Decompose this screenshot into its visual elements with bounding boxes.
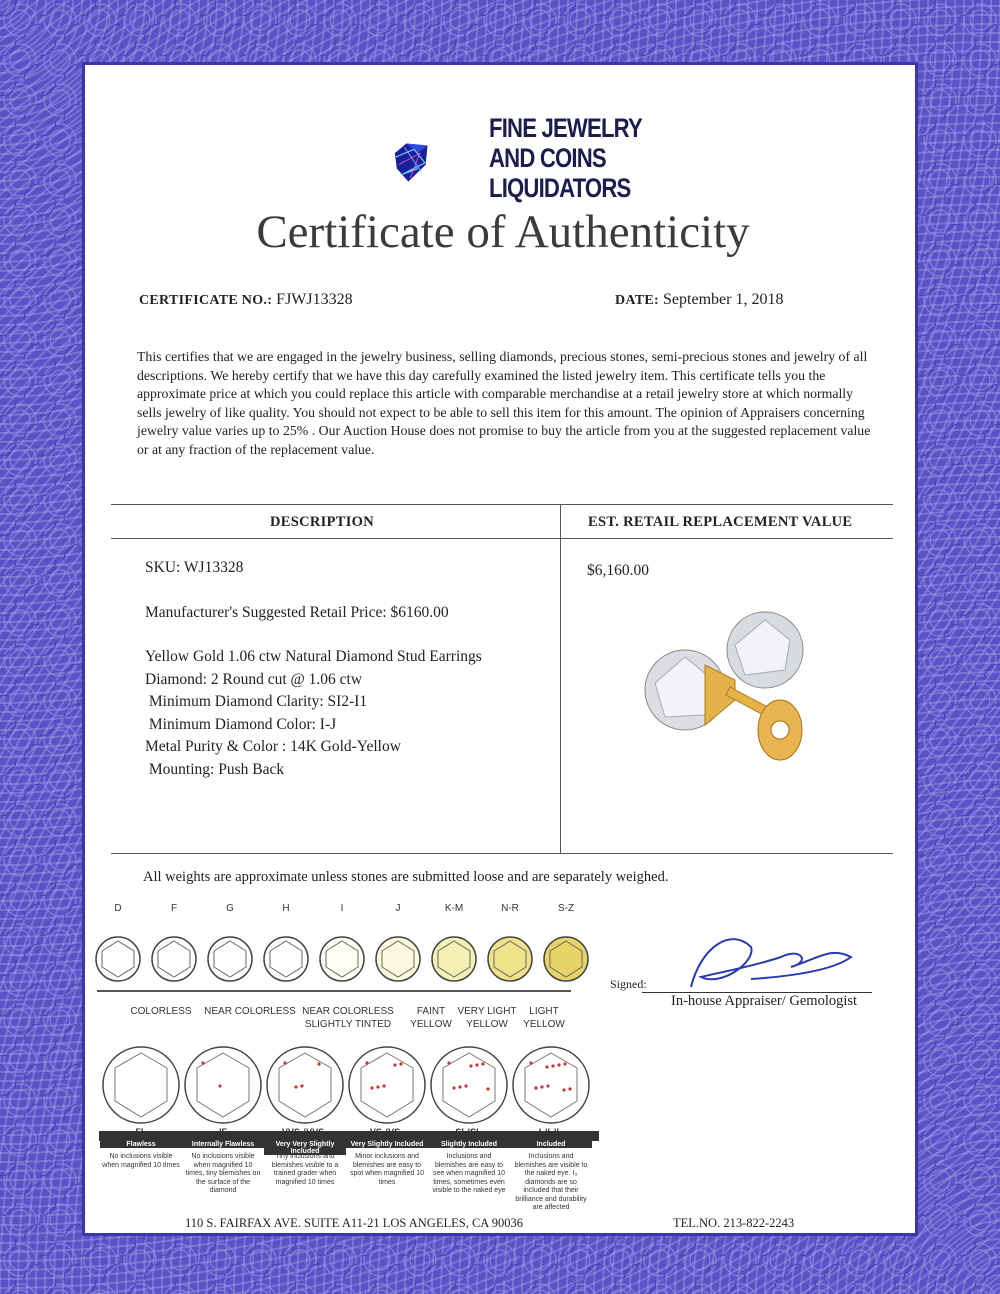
- inclusion-mark: [563, 1062, 566, 1065]
- footer-address: 110 S. FAIRFAX AVE. SUITE A11-21 LOS ANGELES, CA 90036: [185, 1216, 523, 1230]
- page-title: Certificate of Authenticity: [256, 206, 750, 258]
- color-diamond-icon: [376, 937, 420, 981]
- color-group-label: SLIGHTLY TINTED: [304, 1019, 392, 1030]
- earring-image: [625, 605, 815, 805]
- clarity-name: Flawless: [100, 1141, 182, 1148]
- clarity-description: Minor inclusions and blemishes are easy to spot when magnified 10 times: [350, 1153, 424, 1186]
- desc-line: Minimum Diamond Clarity: SI2-I1: [145, 693, 368, 710]
- inclusion-mark: [283, 1061, 286, 1064]
- table-column-divider: [560, 504, 561, 853]
- clarity-diamond-icon: [349, 1047, 425, 1123]
- clarity-description: No inclusions visible when magnified 10 times, tiny blemishes on the surface of the diamond: [185, 1153, 261, 1194]
- certificate-date: [615, 291, 783, 309]
- date-label: DATE:: [615, 293, 660, 308]
- color-diamond-icon: [432, 937, 476, 981]
- desc-line: Mounting: Push Back: [145, 760, 285, 778]
- color-grade-label: K-M: [444, 903, 464, 914]
- color-diamond-icon: [320, 937, 364, 981]
- description-header: DESCRIPTION: [270, 514, 375, 530]
- certificate-number-label: CERTIFICATE NO.:: [139, 293, 273, 308]
- clarity-grade: SI₁|SI₂: [455, 1127, 483, 1137]
- clarity-diamond-icon: [267, 1047, 343, 1123]
- clarity-name: Very Very Slightly Included: [264, 1141, 346, 1155]
- msrp: Manufacturer's Suggested Retail Price: $6160.00: [145, 603, 449, 621]
- clarity-grade: VVS₁|VVS₂: [281, 1127, 329, 1137]
- brand-name: [489, 113, 642, 203]
- color-group-label: VERY LIGHT: [457, 1006, 517, 1017]
- desc-line: Diamond: 2 Round cut @ 1.06 ctw: [145, 670, 363, 688]
- table-header-rule: [111, 538, 893, 539]
- clarity-name: Internally Flawless: [182, 1141, 264, 1148]
- inclusion-mark: [551, 1064, 554, 1067]
- brand-line-2: AND COINS: [489, 143, 606, 173]
- color-group-label: LIGHT: [529, 1006, 559, 1017]
- desc-line: Minimum Diamond Color: I-J: [145, 715, 337, 733]
- inclusion-mark: [382, 1084, 385, 1087]
- weights-note: All weights are approximate unless stones are submitted loose and are separately weighed.: [143, 869, 669, 885]
- clarity-grade: VS₁|VS₂: [369, 1127, 405, 1137]
- certificate-number-value: FJWJ13328: [276, 291, 353, 308]
- inclusion-mark: [540, 1085, 543, 1088]
- inclusion-mark: [447, 1061, 450, 1064]
- appraiser-title: In-house Appraiser/ Gemologist: [671, 993, 858, 1009]
- clarity-diamond-icon: [431, 1047, 507, 1123]
- inclusion-mark: [393, 1063, 396, 1066]
- desc-line: Yellow Gold 1.06 ctw Natural Diamond Stud Earrings: [145, 648, 482, 665]
- table-top-rule: [111, 504, 893, 505]
- inclusion-mark: [399, 1062, 402, 1065]
- clarity-description: No inclusions visible when magnified 10 times: [102, 1153, 180, 1169]
- clarity-name: Included: [510, 1141, 592, 1148]
- inclusion-mark: [452, 1086, 455, 1089]
- table-bottom-rule: [111, 853, 893, 854]
- color-grade-label: I: [340, 903, 344, 914]
- clarity-name: Very Slightly Included: [346, 1141, 428, 1148]
- inclusion-mark: [469, 1064, 472, 1067]
- color-group-label: YELLOW: [466, 1019, 508, 1030]
- value-header: EST. RETAIL REPLACEMENT VALUE: [588, 514, 853, 530]
- inclusion-mark: [481, 1062, 484, 1065]
- color-diamond-icon: [544, 937, 588, 981]
- inclusion-mark: [317, 1062, 320, 1065]
- inclusion-mark: [294, 1085, 297, 1088]
- replacement-value: $6,160.00: [587, 562, 649, 579]
- color-group-label: FAINT: [416, 1006, 446, 1017]
- inclusion-mark: [370, 1086, 373, 1089]
- inclusion-mark: [458, 1085, 461, 1088]
- inclusion-mark: [562, 1088, 565, 1091]
- footer-telephone: TEL.NO. 213-822-2243: [673, 1216, 795, 1230]
- signed-label: Signed:: [610, 977, 647, 991]
- color-diamond-icon: [208, 937, 252, 981]
- color-grade-label: S-Z: [557, 903, 575, 914]
- inclusion-mark: [218, 1084, 221, 1087]
- color-group-label: NEAR COLORLESS: [302, 1006, 394, 1017]
- clarity-name: Slightly Included: [428, 1141, 510, 1148]
- clarity-diamond-icon: [103, 1047, 179, 1123]
- inclusion-mark: [300, 1084, 303, 1087]
- brand-line-3: LIQUIDATORS: [489, 173, 631, 203]
- gem-logo-icon: [391, 109, 491, 215]
- inclusion-mark: [475, 1063, 478, 1066]
- color-grade-label: N-R: [501, 903, 519, 914]
- color-grade-label: G: [226, 903, 234, 914]
- inclusion-mark: [464, 1084, 467, 1087]
- color-diamond-icon: [488, 937, 532, 981]
- color-group-label: NEAR COLORLESS: [204, 1006, 296, 1017]
- color-grade-label: D: [114, 903, 122, 914]
- clarity-description: Inclusions and blemishes are easy to see when magnified 10 times, sometimes even visible to the naked eye: [432, 1153, 506, 1194]
- inclusion-mark: [365, 1061, 368, 1064]
- date-value: September 1, 2018: [663, 291, 784, 308]
- inclusion-mark: [545, 1065, 548, 1068]
- inclusion-mark: [529, 1061, 532, 1064]
- certification-statement: This certifies that we are engaged in the jewelry business, selling diamonds, precious stones, semi-precious stones and jewelry of all descriptions. We hereby certify that we have this day carefully examined the listed jewelry item. This certificate tells you the approximate price at which you could replace this article with comparable merchandise at a retail jewelry store at which normally sells jewelry of like quality. You should not expect to be able to sell this item for this amount. The opinion of Appraisers concerning jewelry value varies up to 25% . Our Auction House does not promise to buy the article from you at the suggested replacement value or at any fraction of the replacement value.: [137, 349, 871, 457]
- color-group-label: YELLOW: [410, 1019, 452, 1030]
- clarity-grade: FL: [135, 1127, 147, 1137]
- inclusion-mark: [534, 1086, 537, 1089]
- color-grade-label: H: [282, 903, 290, 914]
- sku: SKU: WJ13328: [145, 559, 244, 576]
- clarity-grade: IF: [219, 1127, 227, 1137]
- color-grade-label: F: [170, 903, 178, 914]
- appraiser-signature: [661, 917, 861, 997]
- inclusion-mark: [201, 1061, 204, 1064]
- inclusion-mark: [557, 1063, 560, 1066]
- clarity-diamond-icon: [513, 1047, 589, 1123]
- inclusion-mark: [568, 1087, 571, 1090]
- clarity-description: Tiny inclusions and blemishes visible to a trained grader when magnified 10 times: [271, 1153, 339, 1186]
- color-diamond-icon: [152, 937, 196, 981]
- color-grade-label: J: [395, 903, 401, 914]
- clarity-grade: I₁|I₂|I₃: [538, 1127, 564, 1137]
- inclusion-mark: [546, 1084, 549, 1087]
- color-group-label: YELLOW: [523, 1019, 565, 1030]
- brand-line-1: FINE JEWELRY: [489, 113, 642, 143]
- color-diamond-icon: [264, 937, 308, 981]
- inclusion-mark: [486, 1087, 489, 1090]
- certificate-page: [82, 62, 918, 1236]
- clarity-diamond-icon: [185, 1047, 261, 1123]
- color-diamond-icon: [96, 937, 140, 981]
- desc-line: Metal Purity & Color : 14K Gold-Yellow: [145, 738, 401, 755]
- certificate-number: [139, 291, 353, 309]
- color-group-label: COLORLESS: [130, 1006, 192, 1017]
- inclusion-mark: [376, 1085, 379, 1088]
- clarity-description: Inclusions and blemishes are visible to the naked eye. I₃ diamonds are so included that their brilliance and durability are affected: [514, 1153, 588, 1211]
- description-cell: [145, 557, 482, 781]
